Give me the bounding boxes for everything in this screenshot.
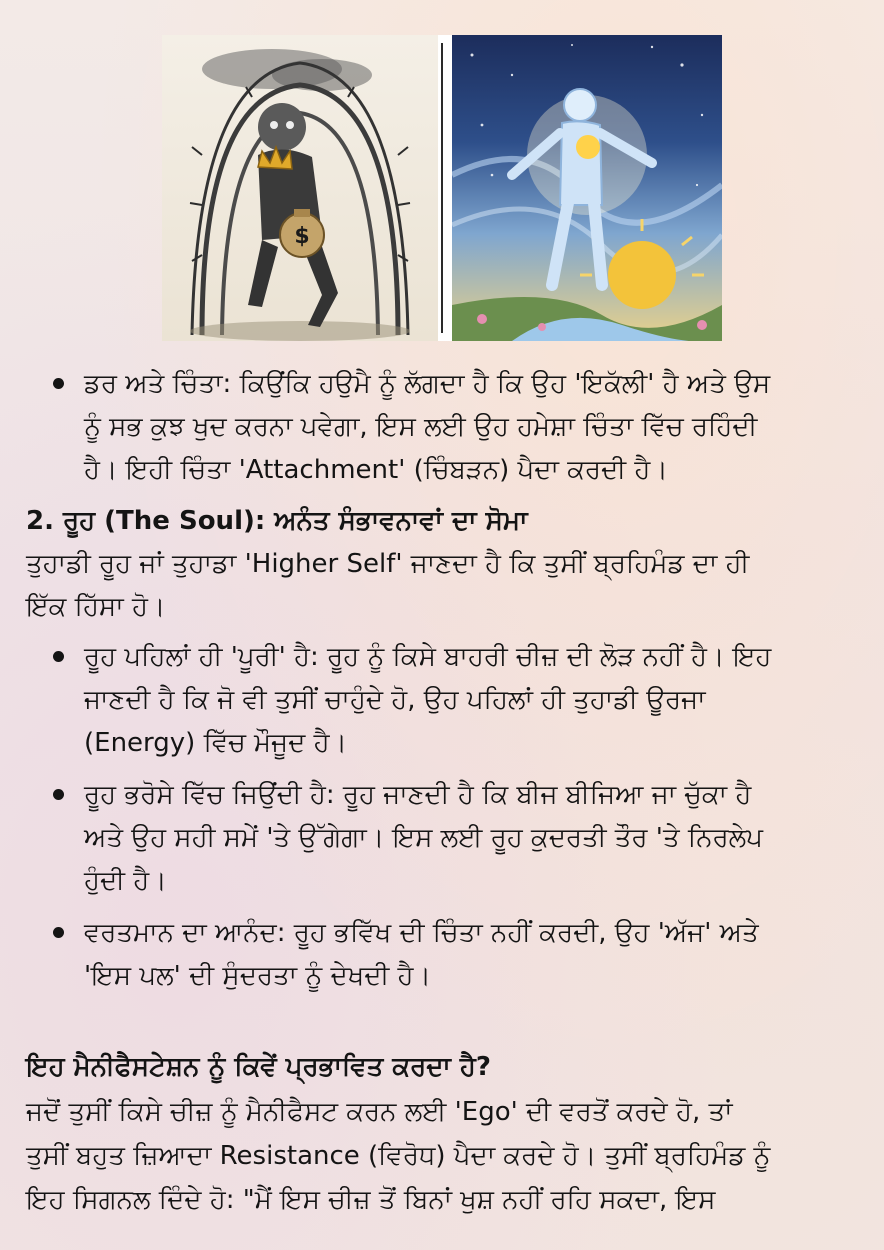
bullet-dot [53,927,64,938]
ego-figure-bound-by-thorns-icon [162,35,438,341]
hero-illustration [162,35,722,341]
radiant-soul-figure-with-sun-icon [452,35,722,341]
soul-bullet-2-line-3: ਹੁੰਦੀ ਹੈ। [84,866,167,896]
panel-divider [441,43,443,333]
section2-intro-line-1: ਤੁਹਾਡੀ ਰੂਹ ਜਾਂ ਤੁਹਾਡਾ 'Higher Self' ਜਾਣਦਾ ਹੈ ਕਿ ਤੁਸੀਂ ਬ੍ਰਹਿਮੰਡ ਦਾ ਹੀ [26,549,750,579]
money-bag-label: $ [294,224,310,249]
section3-heading: ਇਹ ਮੈਨੀਫੈਸਟੇਸ਼ਨ ਨੂੰ ਕਿਵੇਂ ਪ੍ਰਭਾਵਿਤ ਕਰਦਾ ਹੈ? [26,1052,491,1082]
section3-body-line-3: ਇਹ ਸਿਗਨਲ ਦਿੰਦੇ ਹੋ: "ਮੈਂ ਇਸ ਚੀਜ਼ ਤੋਂ ਬਿਨਾਂ ਖੁਸ਼ ਨਹੀਂ ਰਹਿ ਸਕਦਾ, ਇਸ [26,1185,716,1215]
soul-bullet-2-line-1: ਰੂਹ ਭਰੋਸੇ ਵਿੱਚ ਜਿਉਂਦੀ ਹੈ: ਰੂਹ ਜਾਣਦੀ ਹੈ ਕਿ ਬੀਜ ਬੀਜਿਆ ਜਾ ਚੁੱਕਾ ਹੈ [84,780,752,810]
fear-bullet-line-3: ਹੈ। ਇਹੀ ਚਿੰਤਾ 'Attachment' (ਚਿੰਬੜਨ) ਪੈਦਾ ਕਰਦੀ ਹੈ। [84,455,668,485]
soul-bullet-3-line-1: ਵਰਤਮਾਨ ਦਾ ਆਨੰਦ: ਰੂਹ ਭਵਿੱਖ ਦੀ ਚਿੰਤਾ ਨਹੀਂ ਕਰਦੀ, ਉਹ 'ਅੱਜ' ਅਤੇ [84,918,759,948]
section2-intro-line-2: ਇੱਕ ਹਿੱਸਾ ਹੋ। [26,592,166,622]
fear-bullet-line-1: ਡਰ ਅਤੇ ਚਿੰਤਾ: ਕਿਉਂਕਿ ਹਉਮੈ ਨੂੰ ਲੱਗਦਾ ਹੈ ਕਿ ਉਹ 'ਇਕੱਲੀ' ਹੈ ਅਤੇ ਉਸ [84,369,771,399]
soul-bullet-1-line-1: ਰੂਹ ਪਹਿਲਾਂ ਹੀ 'ਪੂਰੀ' ਹੈ: ਰੂਹ ਨੂੰ ਕਿਸੇ ਬਾਹਰੀ ਚੀਜ਼ ਦੀ ਲੋੜ ਨਹੀਂ ਹੈ। ਇਹ [84,642,772,672]
soul-bullet-3-line-2: 'ਇਸ ਪਲ' ਦੀ ਸੁੰਦਰਤਾ ਨੂੰ ਦੇਖਦੀ ਹੈ। [84,961,432,991]
bullet-dot [53,651,64,662]
soul-panel [452,35,722,341]
bullet-dot [53,378,64,389]
soul-bullet-1-line-3: (Energy) ਵਿੱਚ ਮੌਜੂਦ ਹੈ। [84,728,348,758]
section3-body-line-1: ਜਦੋਂ ਤੁਸੀਂ ਕਿਸੇ ਚੀਜ਼ ਨੂੰ ਮੈਨੀਫੈਸਟ ਕਰਨ ਲਈ 'Ego' ਦੀ ਵਰਤੋਂ ਕਰਦੇ ਹੋ, ਤਾਂ [26,1097,733,1127]
soul-bullet-2-line-2: ਅਤੇ ਉਹ ਸਹੀ ਸਮੇਂ 'ਤੇ ਉੱਗੇਗਾ। ਇਸ ਲਈ ਰੂਹ ਕੁਦਰਤੀ ਤੌਰ 'ਤੇ ਨਿਰਲੇਪ [84,823,763,853]
ego-panel [162,35,438,341]
section2-heading: 2. ਰੂਹ (The Soul): ਅਨੰਤ ਸੰਭਾਵਨਾਵਾਂ ਦਾ ਸੋਮਾ [26,506,528,536]
bullet-dot [53,789,64,800]
fear-bullet-line-2: ਨੂੰ ਸਭ ਕੁਝ ਖੁਦ ਕਰਨਾ ਪਵੇਗਾ, ਇਸ ਲਈ ਉਹ ਹਮੇਸ਼ਾ ਚਿੰਤਾ ਵਿੱਚ ਰਹਿੰਦੀ [84,412,758,442]
soul-bullet-1-line-2: ਜਾਣਦੀ ਹੈ ਕਿ ਜੋ ਵੀ ਤੁਸੀਂ ਚਾਹੁੰਦੇ ਹੋ, ਉਹ ਪਹਿਲਾਂ ਹੀ ਤੁਹਾਡੀ ਊਰਜਾ [84,685,706,715]
section3-body-line-2: ਤੁਸੀਂ ਬਹੁਤ ਜ਼ਿਆਦਾ Resistance (ਵਿਰੋਧ) ਪੈਦਾ ਕਰਦੇ ਹੋ। ਤੁਸੀਂ ਬ੍ਰਹਿਮੰਡ ਨੂੰ [26,1141,771,1171]
